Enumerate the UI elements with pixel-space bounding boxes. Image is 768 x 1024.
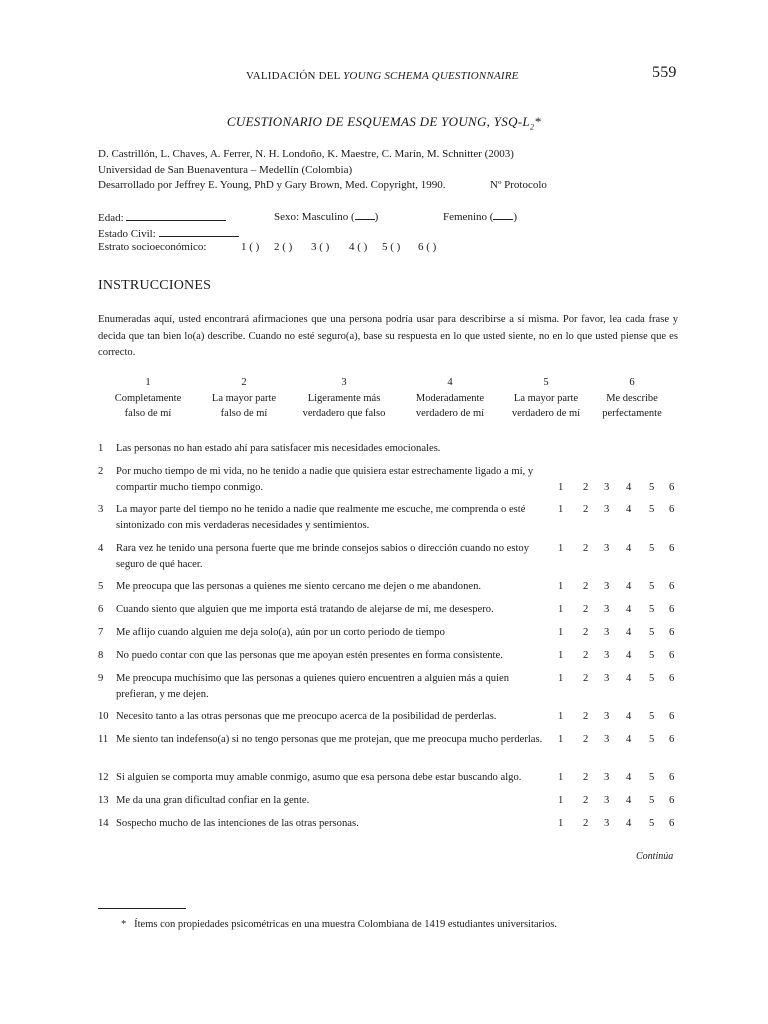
edad-field[interactable] — [126, 209, 226, 221]
femenino-field[interactable] — [493, 209, 513, 220]
response-option[interactable]: 4 — [626, 627, 632, 638]
response-option[interactable]: 3 — [604, 650, 610, 661]
response-option[interactable]: 5 — [649, 673, 655, 684]
response-option[interactable]: 1 — [558, 581, 564, 592]
scale-option: 4 Moderadamente verdadero de mí — [415, 377, 485, 419]
masculino-field[interactable] — [355, 209, 375, 220]
estado-civil-row — [98, 225, 239, 240]
response-option[interactable]: 5 — [649, 481, 655, 493]
item-text: Me preocupa que las personas a quienes me siento cercano me dejen o me abandonen. — [116, 581, 482, 592]
estado-civil-field[interactable] — [159, 225, 239, 237]
response-option[interactable]: 2 — [583, 581, 589, 592]
response-option[interactable]: 6 — [669, 650, 675, 661]
response-option[interactable]: 2 — [583, 795, 589, 806]
response-option[interactable]: 2 — [583, 481, 589, 493]
item-number: 1 — [98, 443, 104, 454]
response-option[interactable]: 6 — [669, 504, 675, 515]
response-option[interactable]: 5 — [649, 504, 655, 515]
item-number: 13 — [98, 795, 109, 806]
response-option[interactable]: 4 — [626, 673, 632, 684]
estrato-option[interactable]: 1 ( ) — [241, 241, 260, 253]
item-text: Me siento tan indefenso(a) si no tengo personas que me protejan, que me preocupa mucho perderlas. — [116, 734, 543, 745]
response-option[interactable]: 2 — [583, 673, 589, 684]
response-option[interactable]: 4 — [626, 481, 632, 493]
response-option[interactable]: 1 — [558, 734, 564, 745]
response-option[interactable]: 1 — [558, 627, 564, 638]
response-option[interactable]: 2 — [583, 818, 589, 829]
response-option[interactable]: 6 — [669, 481, 675, 493]
response-option[interactable]: 1 — [558, 650, 564, 661]
response-option[interactable]: 6 — [669, 543, 675, 554]
scale-option: 5 La mayor parte verdadero de mí — [511, 377, 581, 419]
response-option[interactable]: 3 — [604, 818, 610, 829]
response-option[interactable]: 4 — [626, 711, 632, 722]
estrato-row — [98, 241, 458, 253]
item-number: 12 — [98, 772, 109, 783]
scale-option: 3 Ligeramente más verdadero que falso — [302, 377, 386, 419]
estrato-option[interactable]: 3 ( ) — [311, 241, 330, 253]
response-option[interactable]: 4 — [626, 581, 632, 592]
item-text: Me preocupa muchísimo que las personas a quienes quiero encuentren a alguien más a quien prefieran, y me dejen. — [116, 673, 510, 700]
response-option[interactable]: 3 — [604, 481, 610, 493]
item-text: Rara vez he tenido una persona fuerte que me brinde consejos sabios o dirección cuando no estoy seguro de qué hacer. — [116, 543, 530, 570]
item-text: La mayor parte del tiempo no he tenido a nadie que realmente me escuche, me comprenda o esté sintonizado con mis verdaderas necesidades y sentimientos. — [116, 504, 526, 531]
item-number: 10 — [98, 711, 109, 722]
response-option[interactable]: 3 — [604, 772, 610, 783]
estrato-option[interactable]: 2 ( ) — [274, 241, 293, 253]
item-number: 14 — [98, 818, 109, 829]
response-option[interactable]: 3 — [604, 581, 610, 592]
response-option[interactable]: 6 — [669, 711, 675, 722]
response-option[interactable]: 4 — [626, 604, 632, 615]
university-line: Universidad de San Buenaventura – Medellín (Colombia) — [98, 163, 353, 176]
response-option[interactable]: 4 — [626, 818, 632, 829]
response-option[interactable]: 6 — [669, 673, 675, 684]
response-option[interactable]: 4 — [626, 543, 632, 554]
response-option[interactable]: 5 — [649, 772, 655, 783]
item-number: 9 — [98, 673, 104, 684]
item-number: 2 — [98, 466, 104, 477]
response-option[interactable]: 1 — [558, 604, 564, 615]
response-option[interactable]: 1 — [558, 673, 564, 684]
response-option[interactable]: 4 — [626, 734, 632, 745]
instructions-text: Enumeradas aquí, usted encontrará afirmaciones que una persona podría usar para describirse a sí misma. Por favor, lea cada frase y decida que tan bien lo(a) describe. Cuando no esté seguro(a), base su respuesta en lo que usted siente, no en lo que usted piense que es correcto. — [98, 314, 678, 358]
response-option[interactable]: 3 — [604, 604, 610, 615]
response-option[interactable]: 6 — [669, 818, 675, 829]
sexo-masculino-label: Sexo: Masculino ( ) — [274, 211, 379, 223]
item-number: 4 — [98, 543, 104, 554]
estado-civil-label: Estado Civil: — [98, 228, 156, 240]
response-option[interactable]: 5 — [649, 711, 655, 722]
edad-label: Edad: — [98, 212, 124, 224]
response-option[interactable]: 2 — [583, 627, 589, 638]
response-option[interactable]: 5 — [649, 543, 655, 554]
item-number: 11 — [98, 734, 109, 745]
response-option[interactable]: 4 — [626, 795, 632, 806]
response-option[interactable]: 3 — [604, 627, 610, 638]
response-option[interactable]: 6 — [669, 627, 675, 638]
document-title: CUESTIONARIO DE ESQUEMAS DE YOUNG, YSQ-$L_2*$ — [226, 114, 542, 132]
response-option[interactable]: 5 — [649, 581, 655, 592]
scale-option: 1 Completamente falso de mí — [114, 377, 182, 419]
item-text: No puedo contar con que las personas que me apoyan estén presentes en forma consistente. — [116, 650, 503, 661]
continua-label: Continúa — [636, 851, 674, 862]
item-text: Me da una gran dificultad confiar en la gente. — [116, 795, 310, 806]
response-option[interactable]: 1 — [558, 818, 564, 829]
item-text: Por mucho tiempo de mi vida, no he tenido a nadie que quisiera estar estrechamente ligado a mí, y compartir mucho tiempo conmigo. — [116, 466, 534, 493]
estrato-option[interactable]: 4 ( ) — [349, 241, 368, 253]
response-option[interactable]: 2 — [583, 772, 589, 783]
response-option[interactable]: 2 — [583, 504, 589, 515]
authors-block — [98, 147, 547, 194]
response-option[interactable]: 3 — [604, 543, 610, 554]
item-text: Me aflijo cuando alguien me deja solo(a), aún por un corto periodo de tiempo — [116, 627, 445, 638]
item-text: Cuando siento que alguien que me importa está tratando de alejarse de mí, me desespero. — [116, 604, 494, 615]
response-option[interactable]: 1 — [558, 795, 564, 806]
estrato-label: Estrato socioeconómico: — [98, 241, 207, 253]
response-option[interactable]: 2 — [583, 604, 589, 615]
instructions-heading: INSTRUCCIONES — [98, 278, 212, 293]
footnote: * Ítems con propiedades psicométricas en una muestra Colombiana de 1419 estudiantes universitarios. — [121, 919, 557, 930]
edad-sexo-row — [98, 209, 518, 224]
item-text: Si alguien se comporta muy amable conmigo, asumo que esa persona debe estar buscando algo. — [116, 772, 522, 783]
item-number: 3 — [98, 504, 104, 515]
item-text: Sospecho mucho de las intenciones de las otras personas. — [116, 818, 359, 829]
response-option[interactable]: 2 — [583, 711, 589, 722]
response-option[interactable]: 6 — [669, 581, 675, 592]
response-option[interactable]: 3 — [604, 504, 610, 515]
response-option[interactable]: 5 — [649, 650, 655, 661]
protocol-label: Nº Protocolo — [490, 179, 547, 191]
response-option[interactable]: 2 — [583, 650, 589, 661]
response-option[interactable]: 4 — [626, 504, 632, 515]
response-option[interactable]: 6 — [669, 734, 675, 745]
response-option[interactable]: 1 — [558, 504, 564, 515]
item-number: 7 — [98, 627, 104, 638]
response-option[interactable]: 5 — [649, 818, 655, 829]
response-option[interactable]: 3 — [604, 673, 610, 684]
response-option[interactable]: 3 — [604, 734, 610, 745]
response-option[interactable]: 2 — [583, 543, 589, 554]
item-number: 8 — [98, 650, 104, 661]
footnote-rule — [98, 908, 186, 909]
response-option[interactable]: 5 — [649, 795, 655, 806]
response-option[interactable]: 3 — [604, 795, 610, 806]
authors-line: D. Castrillón, L. Chaves, A. Ferrer, N. H. Londoño, K. Maestre, C. Marín, M. Schnitter (2003) — [98, 148, 514, 160]
response-option[interactable]: 1 — [558, 543, 564, 554]
response-option[interactable]: 5 — [649, 604, 655, 615]
response-option[interactable]: 3 — [604, 711, 610, 722]
response-option[interactable]: 5 — [649, 627, 655, 638]
estrato-option[interactable]: 6 ( ) — [418, 241, 437, 253]
item-number: 6 — [98, 604, 104, 615]
response-option[interactable]: 2 — [583, 734, 589, 745]
femenino-label: Femenino ( ) — [443, 211, 518, 223]
response-option[interactable]: 6 — [669, 772, 675, 783]
item-number: 5 — [98, 581, 104, 592]
response-option[interactable]: 6 — [669, 795, 675, 806]
running-header-title: VALIDACIÓN DEL YOUNG SCHEMA QUESTIONNAIRE — [246, 70, 519, 82]
estrato-option[interactable]: 5 ( ) — [382, 241, 401, 253]
response-option[interactable]: 4 — [626, 650, 632, 661]
response-option[interactable]: 4 — [626, 772, 632, 783]
copyright-line: Desarrollado por Jeffrey E. Young, PhD y Gary Brown, Med. Copyright, 1990. — [98, 179, 446, 191]
item-text: Las personas no han estado ahí para satisfacer mis necesidades emocionales. — [116, 443, 441, 454]
item-text: Necesito tanto a las otras personas que me preocupo acerca de la posibilidad de perderlas. — [116, 711, 497, 722]
response-option[interactable]: 1 — [558, 481, 564, 493]
scale-option: 2 La mayor parte falso de mí — [211, 377, 277, 419]
response-option[interactable]: 1 — [558, 772, 564, 783]
response-option[interactable]: 5 — [649, 734, 655, 745]
response-option[interactable]: 6 — [669, 604, 675, 615]
page-number: 559 — [652, 64, 677, 81]
scale-option: 6 Me describe perfectamente — [602, 377, 662, 419]
response-option[interactable]: 1 — [558, 711, 564, 722]
